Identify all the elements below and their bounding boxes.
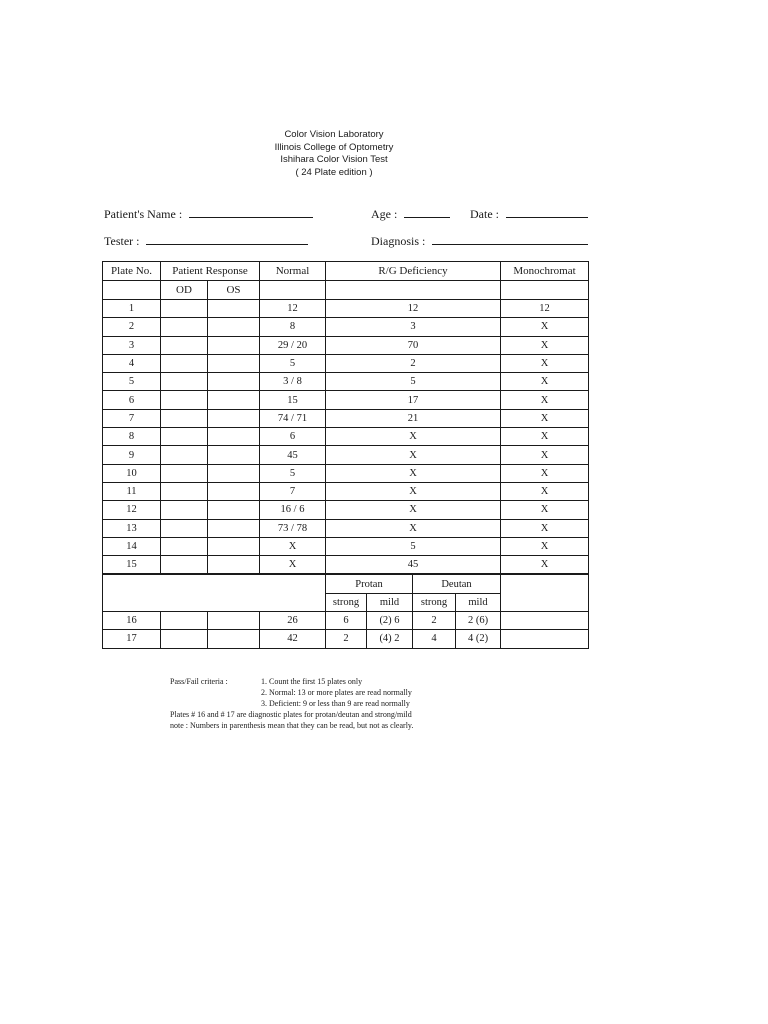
normal-value: 29 / 20 — [260, 336, 326, 354]
plate-number: 17 — [103, 630, 161, 648]
plate-number: 7 — [103, 409, 161, 427]
criteria-label: Pass/Fail criteria : — [170, 677, 228, 686]
os-response-cell[interactable] — [208, 446, 260, 464]
patient-name-field — [104, 206, 313, 222]
plates-note: Plates # 16 and # 17 are diagnostic plates for protan/deutan and strong/mild — [170, 710, 412, 719]
table-subheader-row — [103, 281, 589, 300]
plate-number: 1 — [103, 300, 161, 318]
patient-name-line — [189, 206, 313, 218]
rg-deficiency-value: 2 — [326, 354, 501, 372]
normal-value: 15 — [260, 391, 326, 409]
od-response-cell[interactable] — [161, 519, 208, 537]
plate-number: 14 — [103, 537, 161, 555]
os-header: OS — [208, 281, 260, 300]
monochromat-value: X — [501, 373, 589, 391]
monochromat-blank-cell — [501, 574, 589, 611]
monochromat-value: 12 — [501, 300, 589, 318]
rg-deficiency-value: X — [326, 446, 501, 464]
table-row — [103, 482, 589, 500]
monochromat-value: X — [501, 409, 589, 427]
rg-deficiency-value: X — [326, 428, 501, 446]
normal-value: 26 — [260, 612, 326, 630]
college-name: Illinois College of Optometry — [274, 141, 394, 153]
tester-field — [104, 233, 308, 249]
criteria-2: 2. Normal: 13 or more plates are read normally — [261, 688, 412, 697]
date-field — [470, 206, 588, 222]
lab-name: Color Vision Laboratory — [284, 129, 384, 140]
table-row — [103, 519, 589, 537]
rg-deficiency-value: 70 — [326, 336, 501, 354]
plate-number: 3 — [103, 336, 161, 354]
table-header-row — [103, 262, 589, 281]
od-response-cell[interactable] — [161, 336, 208, 354]
od-response-cell[interactable] — [161, 409, 208, 427]
monochromat-blank-cell — [501, 612, 589, 630]
form-header — [234, 129, 434, 179]
os-response-cell[interactable] — [208, 354, 260, 372]
od-response-cell[interactable] — [161, 354, 208, 372]
monochromat-value: X — [501, 482, 589, 500]
os-response-cell[interactable] — [208, 318, 260, 336]
age-line — [404, 206, 450, 218]
normal-value: X — [260, 537, 326, 555]
deutan-mild-value: 2 (6) — [456, 612, 501, 630]
table-row — [103, 354, 589, 372]
table-row — [103, 336, 589, 354]
deutan-mild-header: mild — [456, 593, 501, 611]
table-row — [103, 612, 589, 630]
table-row — [103, 556, 589, 575]
os-response-cell[interactable] — [208, 482, 260, 500]
normal-header: Normal — [260, 262, 326, 281]
test-name: Ishihara Color Vision Test — [280, 154, 388, 165]
os-response-cell[interactable] — [208, 300, 260, 318]
os-response-cell[interactable] — [208, 409, 260, 427]
rg-deficiency-value: X — [326, 519, 501, 537]
monochromat-blank-cell — [501, 630, 589, 648]
table-row — [103, 391, 589, 409]
date-label: Date : — [470, 207, 499, 221]
patient-response-header: Patient Response — [161, 262, 260, 281]
monochromat-value: X — [501, 537, 589, 555]
normal-value: 74 / 71 — [260, 409, 326, 427]
diagnostic-header-row — [103, 574, 589, 593]
response-table — [102, 261, 589, 649]
monochromat-value: X — [501, 391, 589, 409]
parenthesis-note: note : Numbers in parenthesis mean that they can be read, but not as clearly. — [170, 721, 414, 730]
plate-no-header: Plate No. — [103, 262, 161, 281]
os-response-cell[interactable] — [208, 612, 260, 630]
od-response-cell[interactable] — [161, 537, 208, 555]
os-response-cell[interactable] — [208, 428, 260, 446]
protan-strong-value: 6 — [326, 612, 367, 630]
rg-deficiency-header: R/G Deficiency — [326, 262, 501, 281]
plate-number: 13 — [103, 519, 161, 537]
os-response-cell[interactable] — [208, 630, 260, 648]
os-response-cell[interactable] — [208, 391, 260, 409]
rg-deficiency-value: 17 — [326, 391, 501, 409]
table-row — [103, 428, 589, 446]
rg-deficiency-value: 3 — [326, 318, 501, 336]
od-response-cell[interactable] — [161, 428, 208, 446]
date-line — [506, 206, 588, 218]
table-row — [103, 318, 589, 336]
od-response-cell[interactable] — [161, 318, 208, 336]
normal-value: 5 — [260, 464, 326, 482]
monochromat-value: X — [501, 501, 589, 519]
plate-number: 9 — [103, 446, 161, 464]
patient-name-label: Patient's Name : — [104, 207, 183, 221]
od-response-cell[interactable] — [161, 612, 208, 630]
plate-number: 16 — [103, 612, 161, 630]
diagnostic-blank-cell — [103, 574, 326, 611]
normal-value: 45 — [260, 446, 326, 464]
normal-value: 6 — [260, 428, 326, 446]
diagnosis-line — [432, 233, 588, 245]
normal-value: 8 — [260, 318, 326, 336]
protan-mild-header: mild — [367, 593, 413, 611]
deutan-header: Deutan — [413, 574, 501, 593]
od-response-cell[interactable] — [161, 300, 208, 318]
plate-number: 6 — [103, 391, 161, 409]
normal-value: 16 / 6 — [260, 501, 326, 519]
od-response-cell[interactable] — [161, 501, 208, 519]
od-response-cell[interactable] — [161, 464, 208, 482]
normal-value: 5 — [260, 354, 326, 372]
diagnosis-field — [371, 233, 588, 249]
monochromat-value: X — [501, 354, 589, 372]
os-response-cell[interactable] — [208, 336, 260, 354]
od-response-cell[interactable] — [161, 556, 208, 575]
monochromat-value: X — [501, 519, 589, 537]
rg-deficiency-value: X — [326, 501, 501, 519]
tester-label: Tester : — [104, 234, 140, 248]
rg-deficiency-value: X — [326, 464, 501, 482]
od-response-cell[interactable] — [161, 630, 208, 648]
monochromat-header: Monochromat — [501, 262, 589, 281]
plate-number: 2 — [103, 318, 161, 336]
table-row — [103, 630, 589, 648]
criteria-3: 3. Deficient: 9 or less than 9 are read normally — [261, 699, 410, 708]
od-response-cell[interactable] — [161, 391, 208, 409]
protan-strong-header: strong — [326, 593, 367, 611]
od-response-cell[interactable] — [161, 373, 208, 391]
deutan-strong-value: 4 — [413, 630, 456, 648]
protan-mild-value: (2) 6 — [367, 612, 413, 630]
monochromat-value: X — [501, 318, 589, 336]
deutan-strong-header: strong — [413, 593, 456, 611]
age-label: Age : — [371, 207, 398, 221]
plate-number: 15 — [103, 556, 161, 575]
rg-deficiency-value: 5 — [326, 537, 501, 555]
os-response-cell[interactable] — [208, 501, 260, 519]
age-field — [371, 206, 450, 222]
table-row — [103, 409, 589, 427]
monochromat-value: X — [501, 428, 589, 446]
table-row — [103, 537, 589, 555]
rg-deficiency-value: 12 — [326, 300, 501, 318]
table-row — [103, 464, 589, 482]
plate-number: 8 — [103, 428, 161, 446]
protan-header: Protan — [326, 574, 413, 593]
rg-deficiency-value: 21 — [326, 409, 501, 427]
od-response-cell[interactable] — [161, 446, 208, 464]
deutan-strong-value: 2 — [413, 612, 456, 630]
plate-number: 10 — [103, 464, 161, 482]
monochromat-value: X — [501, 556, 589, 575]
normal-value: 3 / 8 — [260, 373, 326, 391]
edition-label: ( 24 Plate edition ) — [295, 166, 373, 178]
monochromat-value: X — [501, 446, 589, 464]
plate-number: 12 — [103, 501, 161, 519]
os-response-cell[interactable] — [208, 519, 260, 537]
empty-cell — [501, 281, 589, 300]
protan-strong-value: 2 — [326, 630, 367, 648]
table-row — [103, 373, 589, 391]
normal-value: 7 — [260, 482, 326, 500]
notes-section — [170, 676, 413, 731]
table-row — [103, 446, 589, 464]
plate-number: 11 — [103, 482, 161, 500]
os-response-cell[interactable] — [208, 556, 260, 575]
monochromat-value: X — [501, 464, 589, 482]
tester-line — [146, 233, 308, 245]
normal-value: 12 — [260, 300, 326, 318]
os-response-cell[interactable] — [208, 373, 260, 391]
normal-value: 73 / 78 — [260, 519, 326, 537]
diagnosis-label: Diagnosis : — [371, 234, 426, 248]
plate-number: 4 — [103, 354, 161, 372]
os-response-cell[interactable] — [208, 464, 260, 482]
criteria-1: 1. Count the first 15 plates only — [261, 677, 363, 686]
deutan-mild-value: 4 (2) — [456, 630, 501, 648]
empty-cell — [103, 281, 161, 300]
table-row — [103, 501, 589, 519]
plate-number: 5 — [103, 373, 161, 391]
rg-deficiency-value: X — [326, 482, 501, 500]
os-response-cell[interactable] — [208, 537, 260, 555]
monochromat-value: X — [501, 336, 589, 354]
empty-cell — [326, 281, 501, 300]
protan-mild-value: (4) 2 — [367, 630, 413, 648]
rg-deficiency-value: 45 — [326, 556, 501, 575]
empty-cell — [260, 281, 326, 300]
rg-deficiency-value: 5 — [326, 373, 501, 391]
normal-value: 42 — [260, 630, 326, 648]
od-header: OD — [161, 281, 208, 300]
table-row — [103, 300, 589, 318]
od-response-cell[interactable] — [161, 482, 208, 500]
normal-value: X — [260, 556, 326, 575]
